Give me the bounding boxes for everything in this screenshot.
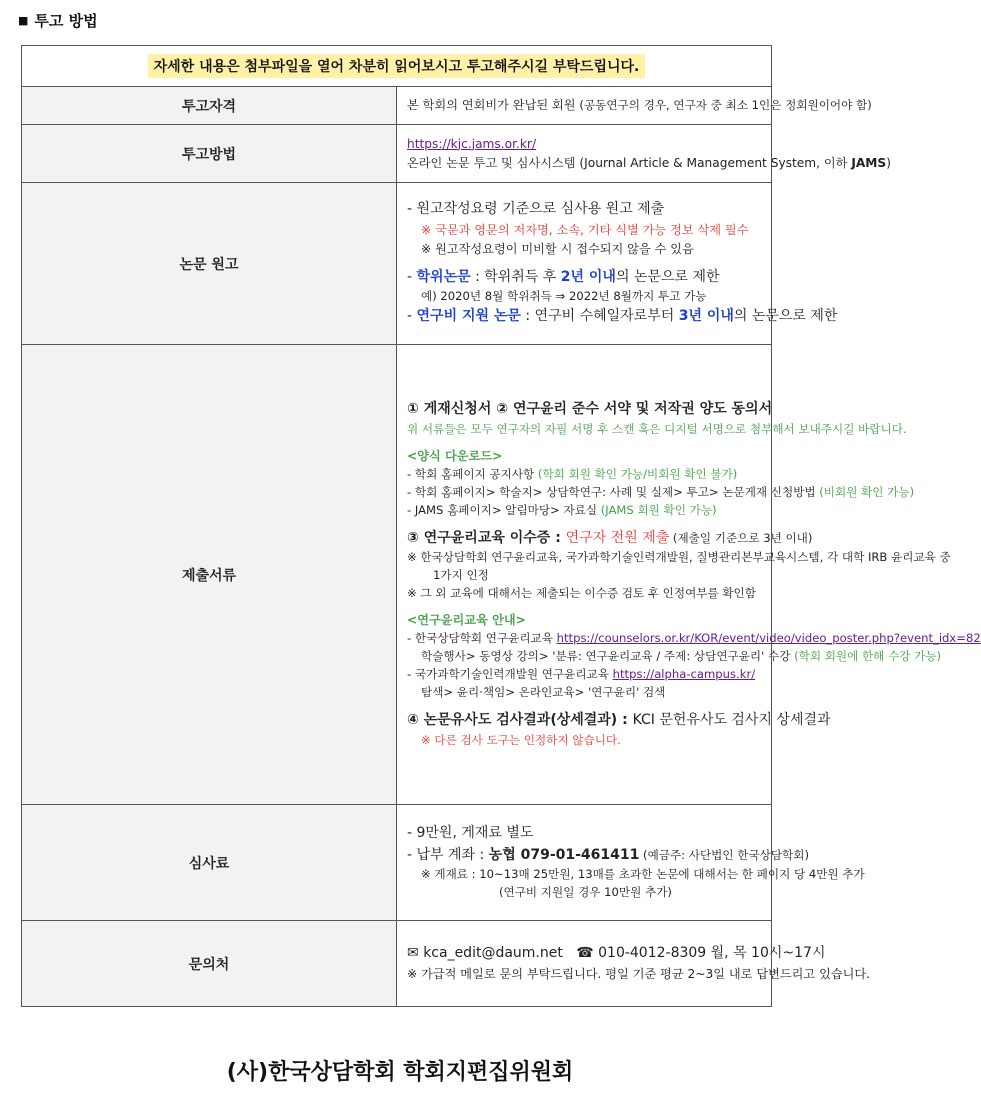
signature-note: 위 서류들은 모두 연구자의 자필 서명 후 스캔 혹은 디지털 서명으로 첨부해서 보내주시길 바랍니다. (407, 421, 907, 436)
contact-note: ※ 가급적 메일로 문의 부탁드립니다. 평일 기준 평균 2~3일 내로 답변드리고 있습니다. (407, 966, 871, 981)
eligibility-label: 투고자격 (22, 87, 397, 125)
download-item-2: - 학회 홈페이지> 학술지> 상담학연구: 사례 및 실제> 투고> 논문게재 신청방법 (비회원 확인 가능) (407, 484, 915, 499)
documents-row (22, 345, 772, 805)
eligibility-text: 본 학회의 연회비가 완납된 회원 (407, 98, 580, 113)
ethics-item-2: - 국가과학기술인력개발원 연구윤리교육 https://alpha-campus.kr/ (407, 667, 756, 682)
ethics-item-1-path: 학술행사> 동영상 강의> '분류: 연구윤리교육 / 주제: 상담연구윤리' 수강 (학회 회원에 한해 수강 가능) (421, 649, 942, 664)
ethics-other-note: ※ 그 외 교육에 대해서는 제출되는 이수증 검토 후 인정여부를 확인함 (407, 586, 756, 601)
documents-item-1-2: ① 게재신청서 ② 연구윤리 준수 서약 및 저작권 양도 동의서 (407, 401, 773, 418)
download-title: <양식 다운로드> (407, 448, 503, 463)
contact-info (407, 943, 826, 965)
mail-icon: ✉ (407, 945, 419, 962)
method-desc-jams: JAMS (851, 155, 887, 170)
funded-paper-line: - 연구비 지원 논문 : 연구비 수혜일자로부터 3년 이내의 논문으로 제한 (407, 308, 838, 325)
fee-amount: - 9만원, 게재료 별도 (407, 824, 534, 841)
submission-guide-table (21, 45, 981, 1007)
funded-fee-note: (연구비 지원일 경우 10만원 추가) (499, 885, 672, 900)
method-row: 투고방법 https://kjc.jams.or.kr/ 온라인 논문 투고 및 심사시스템 (Journal Article & Management System, 이하 JAMS) (22, 125, 772, 183)
contact-row (22, 921, 772, 1007)
eligibility-note: (공동연구의 경우, 연구자 중 최소 1인은 정회원이어야 함) (579, 98, 872, 113)
ethics-item-2-path: 탐색> 윤리·책임> 온라인교육> '연구윤리' 검색 (421, 685, 666, 700)
manuscript-warning: ※ 국문과 영문의 저자명, 소속, 기타 식별 가능 정보 삭제 필수 (421, 222, 749, 237)
jams-link[interactable]: https://kjc.jams.or.kr/ (407, 136, 537, 151)
fee-account: - 납부 계좌 : 농협 079-01-461411 (예금주: 사단법인 한국상담학회) (407, 846, 809, 863)
contact-label: 문의처 (22, 921, 397, 1007)
ethics-guide-title: <연구윤리교육 안내> (407, 613, 526, 628)
phone-icon: ☎ (576, 945, 594, 962)
download-item-3: - JAMS 홈페이지> 알림마당> 자료실 (JAMS 회원 확인 가능) (407, 502, 717, 517)
manuscript-row (22, 183, 772, 345)
degree-thesis-line: - 학위논문 : 학위취득 후 2년 이내의 논문으로 제한 (407, 268, 720, 285)
degree-example: 예) 2020년 8월 학위취득 ⇒ 2022년 8월까지 투고 가능 (421, 289, 707, 304)
section-title: 투고 방법 (34, 12, 98, 30)
section-heading (18, 10, 98, 31)
footer-committee: (사)한국상담학회 학회지편집위원회 (226, 1060, 574, 1085)
eligibility-row (22, 87, 772, 125)
download-item-1: - 학회 홈페이지 공지사항 (학회 회원 확인 가능/비회원 확인 불가) (407, 466, 738, 481)
contact-email[interactable]: kca_edit@daum.net (423, 945, 563, 962)
manuscript-line-1: - 원고작성요령 기준으로 심사용 원고 제출 (407, 201, 665, 218)
ethics-accepted-count: 1가지 인정 (433, 568, 489, 583)
manuscript-label: 논문 원고 (22, 183, 397, 345)
similarity-note: ※ 다른 검사 도구는 인정하지 않습니다. (421, 732, 621, 747)
square-bullet-icon: ■ (18, 14, 29, 27)
method-label: 투고방법 (22, 125, 397, 183)
contact-phone: 010-4012-8309 월, 목 10시~17시 (598, 945, 826, 962)
documents-label: 제출서류 (22, 345, 397, 805)
manuscript-note: ※ 원고작성요령이 미비할 시 접수되지 않을 수 있음 (421, 241, 694, 256)
method-desc: 온라인 논문 투고 및 심사시스템 (Journal Article & Management System, 이하 (407, 155, 852, 170)
ethics-item-1: - 한국상담학회 연구윤리교육 https://counselors.or.kr/KOR/event/video/video_poster.php?event_idx=82 (407, 631, 981, 646)
counselors-video-link[interactable]: https://counselors.or.kr/KOR/event/video/video_poster.php?event_idx=82 (556, 631, 981, 646)
documents-item-4: ④ 논문유사도 검사결과(상세결과) : KCI 문헌유사도 검사지 상세결과 (407, 712, 831, 729)
fee-row (22, 805, 772, 921)
documents-item-3: ③ 연구윤리교육 이수증 : 연구자 전원 제출 (제출일 기준으로 3년 이내) (407, 529, 813, 546)
ethics-accepted-list: ※ 한국상담학회 연구윤리교육, 국가과학기술인력개발원, 질병관리본부교육시스템, 각 대학 IRB 윤리교육 중 (407, 550, 951, 565)
fee-label: 심사료 (22, 805, 397, 921)
publication-fee-note: ※ 게재료 : 10~13매 25만원, 13매를 초과한 논문에 대해서는 한 페이지 당 4만원 추가 (421, 867, 865, 882)
alpha-campus-link[interactable]: https://alpha-campus.kr/ (612, 667, 756, 682)
notice-banner: 자세한 내용은 첨부파일을 열어 차분히 읽어보시고 투고해주시길 부탁드립니다. (148, 54, 646, 78)
banner-row (22, 46, 772, 87)
